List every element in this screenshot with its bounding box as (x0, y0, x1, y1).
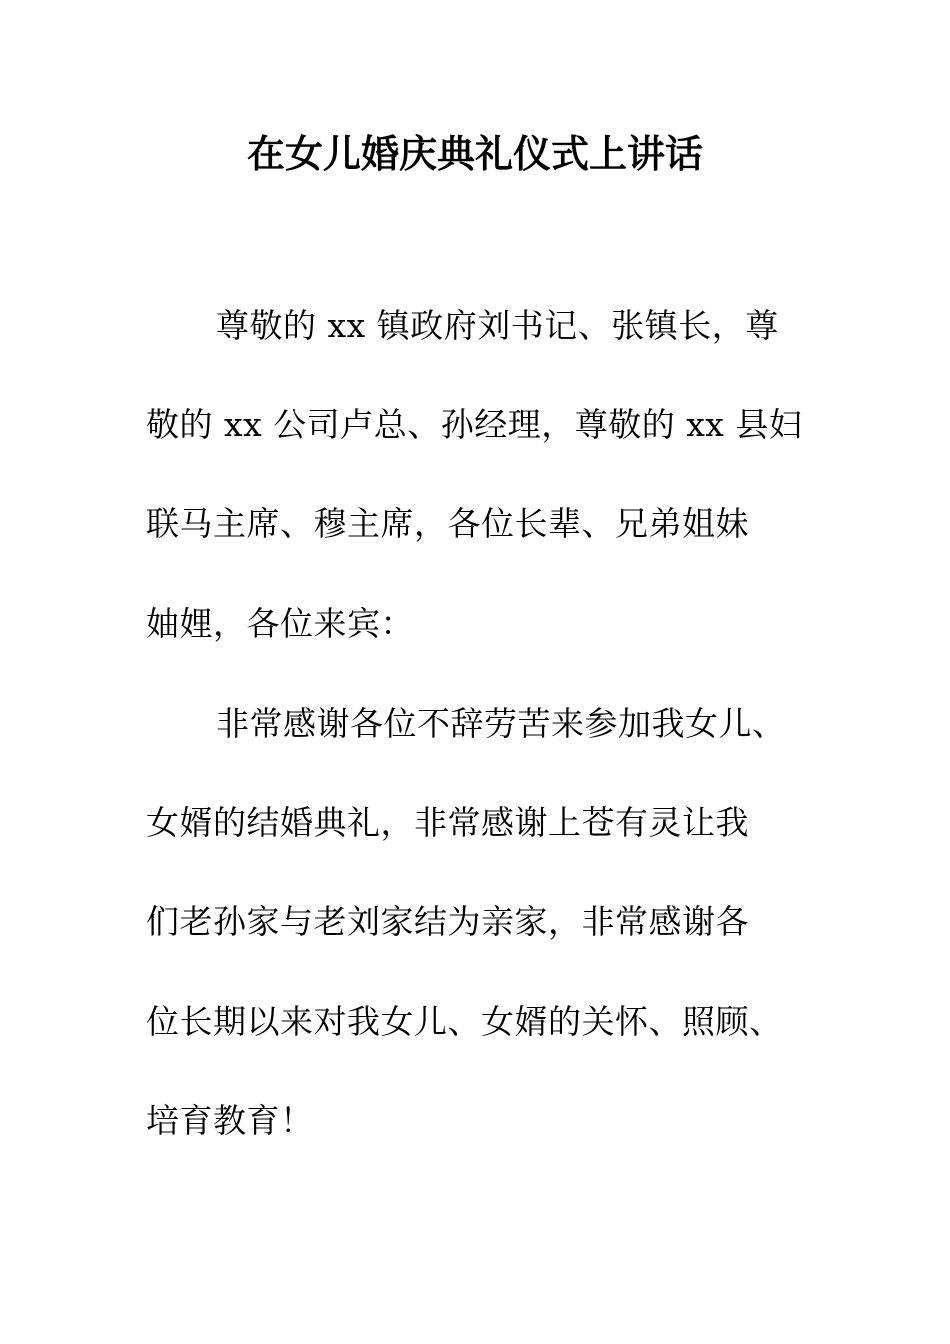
paragraph-line: 联马主席、穆主席，各位长辈、兄弟姐妹 (146, 504, 749, 543)
paragraph-line: 培育教育！ (146, 1101, 314, 1140)
document-title: 在女儿婚庆典礼仪式上讲话 (246, 132, 703, 176)
paragraph-line: 非常感谢各位不辞劳苦来参加我女儿、 (216, 704, 786, 743)
paragraph-line: 尊敬的 xx 镇政府刘书记、张镇长，尊 (216, 306, 779, 345)
paragraph-line: 们老孙家与老刘家结为亲家，非常感谢各 (146, 902, 749, 941)
paragraph-line: 女婿的结婚典礼，非常感谢上苍有灵让我 (146, 803, 749, 842)
paragraph-line: 位长期以来对我女儿、女婿的关怀、照顾、 (146, 1002, 783, 1041)
paragraph-line: 敬的 xx 公司卢总、孙经理，尊敬的 xx 县妇 (146, 405, 803, 444)
paragraph-line: 妯娌，各位来宾： (146, 604, 414, 643)
